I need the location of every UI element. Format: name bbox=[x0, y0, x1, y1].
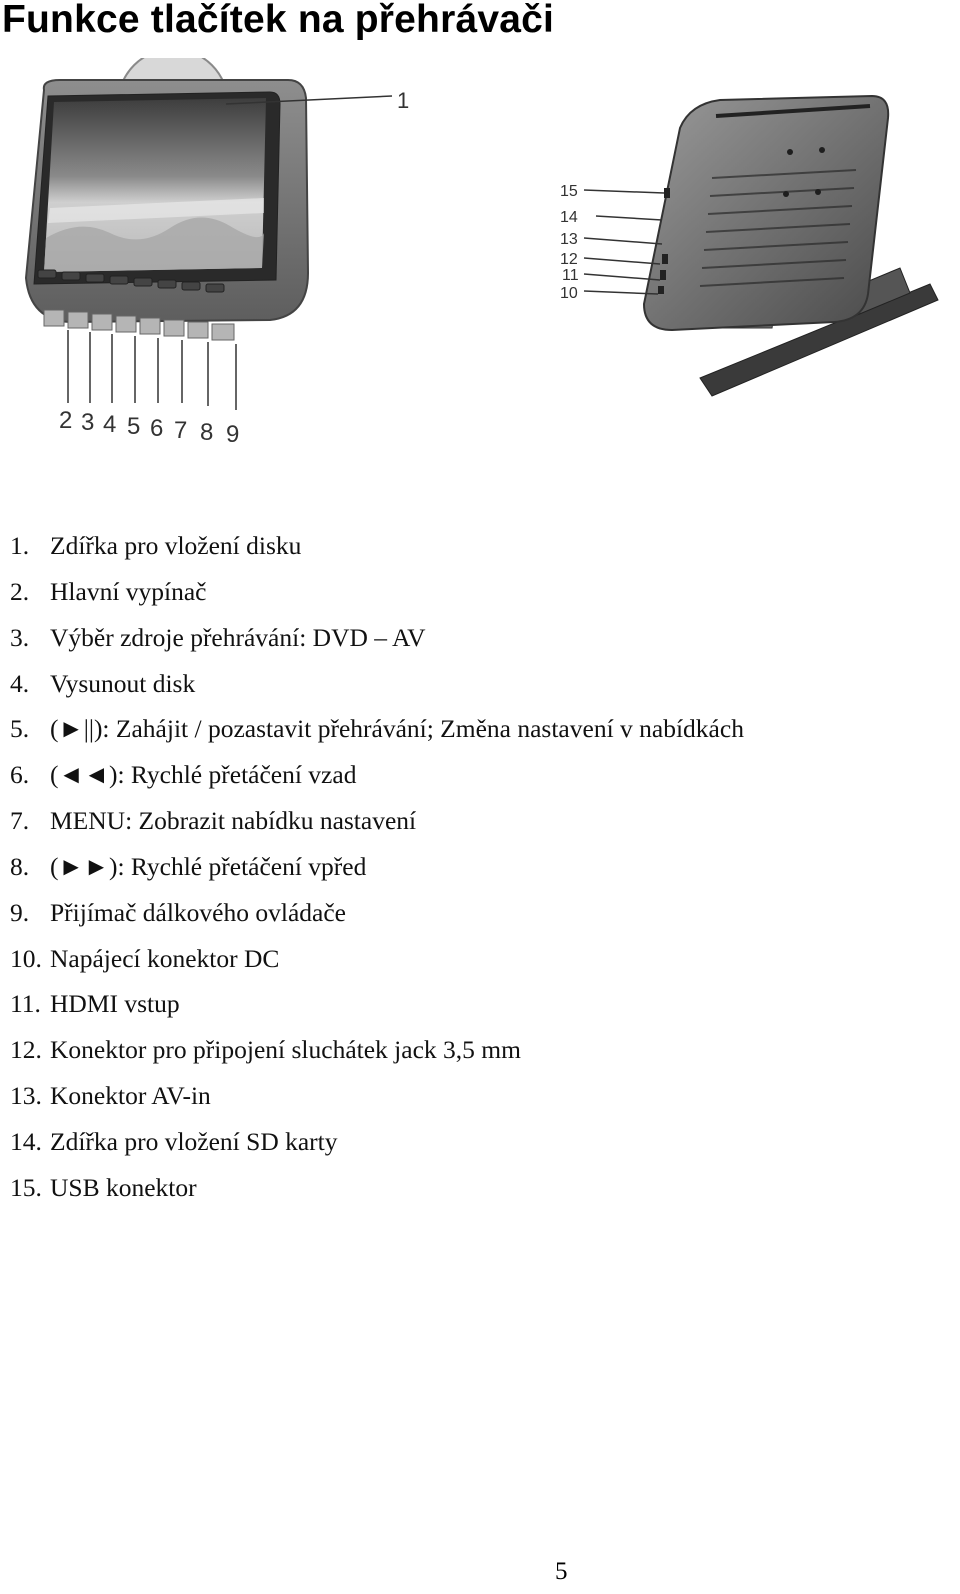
list-item bbox=[10, 760, 744, 806]
page-number: 5 bbox=[555, 1558, 568, 1585]
callout-7: 7 bbox=[174, 417, 188, 444]
list-item bbox=[10, 944, 744, 990]
item-number: 1. bbox=[10, 531, 30, 560]
list-item bbox=[10, 1035, 744, 1081]
list-item bbox=[10, 898, 744, 944]
callout-8: 8 bbox=[200, 419, 214, 446]
item-number: 10. bbox=[10, 943, 42, 973]
callout-11: 11 bbox=[562, 267, 579, 284]
callout-14: 14 bbox=[560, 209, 578, 226]
item-text: Hlavní vypínač bbox=[50, 576, 207, 606]
list-item bbox=[10, 1081, 744, 1127]
callout-6: 6 bbox=[150, 415, 164, 442]
item-text: Přijímač dálkového ovládače bbox=[50, 897, 346, 927]
list-item bbox=[10, 531, 744, 577]
list-item bbox=[10, 1127, 744, 1173]
item-number: 3. bbox=[10, 622, 30, 652]
item-number: 4. bbox=[10, 668, 30, 698]
item-number: 7. bbox=[10, 806, 30, 836]
item-number: 12. bbox=[10, 1035, 42, 1065]
list-item bbox=[10, 577, 744, 623]
item-number: 14. bbox=[10, 1126, 42, 1156]
item-text: Napájecí konektor DC bbox=[50, 943, 280, 973]
item-text: USB konektor bbox=[50, 1172, 197, 1202]
callout-15: 15 bbox=[560, 183, 578, 200]
callout-1: 1 bbox=[397, 88, 410, 113]
list-item bbox=[10, 669, 744, 715]
callout-13: 13 bbox=[560, 231, 578, 248]
list-item bbox=[10, 714, 744, 760]
item-number: 6. bbox=[10, 760, 30, 790]
callout-2: 2 bbox=[59, 407, 73, 434]
list-item bbox=[10, 623, 744, 669]
item-text: HDMI vstup bbox=[50, 989, 180, 1019]
callout-9: 9 bbox=[226, 421, 240, 448]
callout-12: 12 bbox=[560, 251, 578, 268]
item-number: 5. bbox=[10, 714, 30, 744]
item-number: 9. bbox=[10, 897, 30, 927]
item-text: (►||): Zahájit / pozastavit přehrávání; Změna nastavení v nabídkách bbox=[50, 714, 744, 744]
front-callout-numbers bbox=[59, 407, 239, 448]
list-item bbox=[10, 989, 744, 1035]
item-text: Konektor pro připojení sluchátek jack 3,5 mm bbox=[50, 1035, 521, 1065]
player-illustration bbox=[0, 58, 960, 478]
item-number: 13. bbox=[10, 1081, 42, 1111]
item-text: Výběr zdroje přehrávání: DVD – AV bbox=[50, 622, 426, 652]
list-item bbox=[10, 852, 744, 898]
list-item bbox=[10, 1173, 744, 1219]
callout-4: 4 bbox=[103, 411, 117, 438]
back-view bbox=[584, 96, 938, 396]
item-number: 8. bbox=[10, 851, 30, 881]
callout-5: 5 bbox=[127, 413, 141, 440]
back-callout-numbers bbox=[560, 183, 579, 302]
list-item bbox=[10, 806, 744, 852]
item-text: (◄◄): Rychlé přetáčení vzad bbox=[50, 760, 357, 790]
item-text: Zdířka pro vložení disku bbox=[50, 531, 302, 560]
item-text: Zdířka pro vložení SD karty bbox=[50, 1126, 338, 1156]
item-text: MENU: Zobrazit nabídku nastavení bbox=[50, 806, 417, 836]
item-number: 11. bbox=[10, 989, 41, 1019]
item-text: (►►): Rychlé přetáčení vpřed bbox=[50, 851, 367, 881]
page-title: Funkce tlačítek na přehrávači bbox=[2, 0, 555, 41]
front-view bbox=[26, 58, 392, 410]
item-text: Vysunout disk bbox=[50, 668, 196, 698]
item-number: 2. bbox=[10, 576, 30, 606]
callout-3: 3 bbox=[81, 409, 95, 436]
item-text: Konektor AV-in bbox=[50, 1081, 211, 1111]
callout-10: 10 bbox=[560, 285, 578, 302]
button-function-list bbox=[10, 531, 744, 1219]
item-number: 15. bbox=[10, 1172, 42, 1202]
